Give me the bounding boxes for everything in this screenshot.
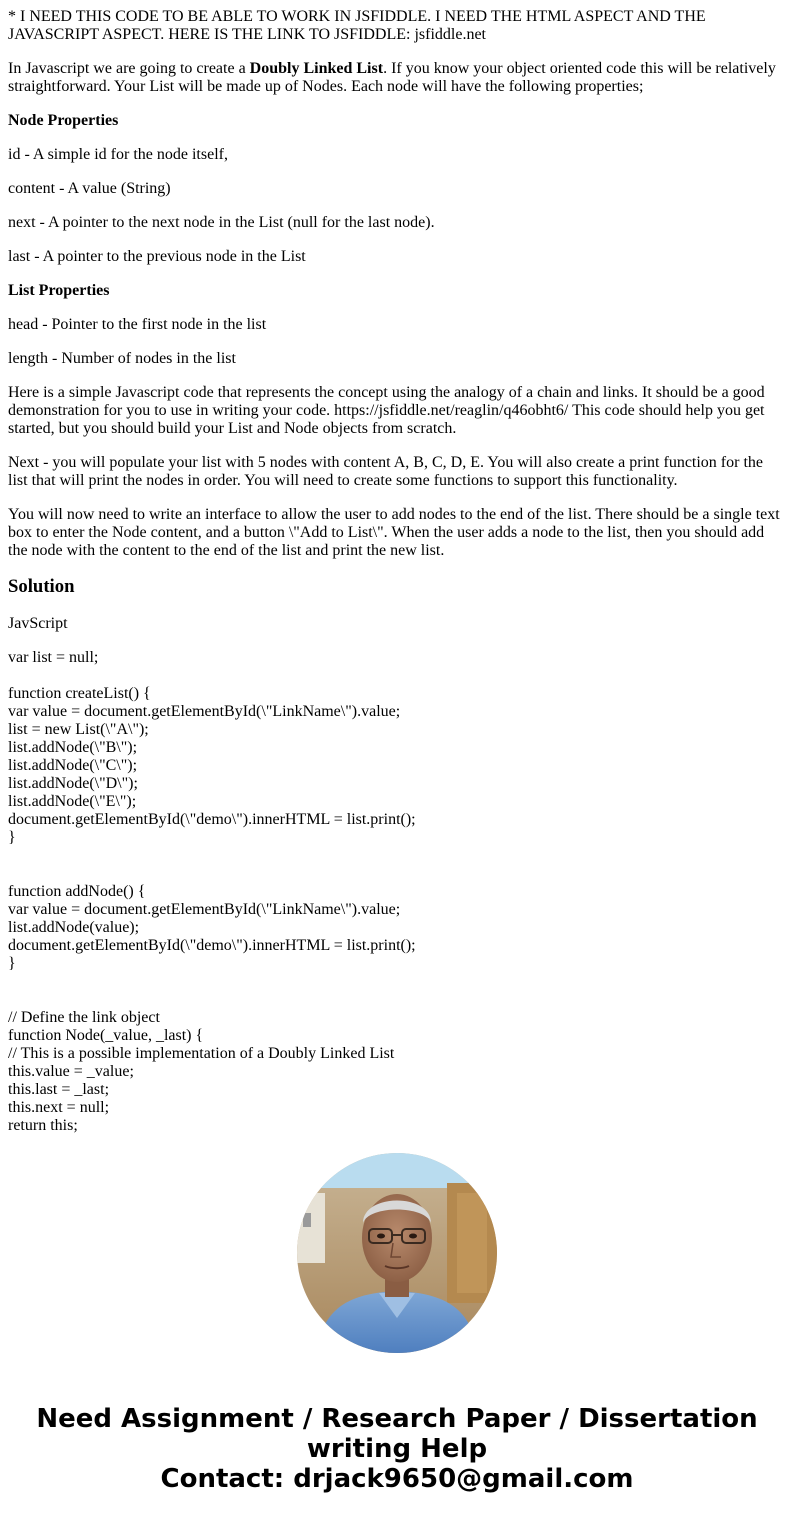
code-line: } bbox=[8, 829, 16, 846]
node-property-last: last - A pointer to the previous node in the List bbox=[8, 248, 306, 265]
list-property-length: length - Number of nodes in the list bbox=[8, 350, 236, 367]
interface-paragraph: You will now need to write an interface to allow the user to add nodes to the end of the list. There should be a single text box to enter the Node content, and a button \"Add to List\". When the user adds a node to the list, then you should add the node with the content to the end of the list and print the new list. bbox=[8, 506, 780, 559]
code-line: this.last = _last; bbox=[8, 1081, 110, 1098]
intro-paragraph: * I NEED THIS CODE TO BE ABLE TO WORK IN JSFIDDLE. I NEED THE HTML ASPECT AND THE JAVASCRIPT ASPECT. HERE IS THE LINK TO JSFIDDLE: jsfiddle.net bbox=[8, 8, 706, 43]
code-line: list.addNode(\"E\"); bbox=[8, 793, 137, 810]
reference-code-paragraph: Here is a simple Javascript code that represents the concept using the analogy of a chain and links. It should be a good demonstration for you to use in writing your code. https://jsfiddle.net/reaglin/q46obht6/ This code should help you get started, but you should build your List and Node objects from scratch. bbox=[8, 384, 765, 437]
code-line: // This is a possible implementation of a Doubly Linked List bbox=[8, 1045, 395, 1062]
solution-heading: Solution bbox=[8, 576, 75, 597]
code-line: list.addNode(value); bbox=[8, 919, 140, 936]
populate-list-paragraph: Next - you will populate your list with 5 nodes with content A, B, C, D, E. You will also create a print function for the list that will print the nodes in order. You will need to create some functions to support this functionality. bbox=[8, 454, 764, 489]
node-property-id: id - A simple id for the node itself, bbox=[8, 146, 228, 163]
code-line: document.getElementById(\"demo\").innerHTML = list.print(); bbox=[8, 937, 416, 954]
list-properties-heading: List Properties bbox=[8, 282, 110, 299]
code-line bbox=[8, 847, 786, 865]
code-line bbox=[8, 973, 786, 991]
code-line: list = new List(\"A\"); bbox=[8, 721, 149, 738]
node-properties-heading: Node Properties bbox=[8, 112, 119, 129]
code-line: // Define the link object bbox=[8, 1009, 160, 1026]
tutor-avatar bbox=[297, 1153, 497, 1353]
code-line: this.value = _value; bbox=[8, 1063, 134, 1080]
code-line: } bbox=[8, 955, 16, 972]
code-line: function Node(_value, _last) { bbox=[8, 1027, 204, 1044]
doubly-linked-list-term: Doubly Linked List bbox=[249, 60, 384, 77]
code-line: var list = null; bbox=[8, 649, 99, 666]
code-line: list.addNode(\"C\"); bbox=[8, 757, 138, 774]
help-banner-line-1: Need Assignment / Research Paper / Dissertation bbox=[36, 1404, 758, 1434]
node-property-content: content - A value (String) bbox=[8, 180, 171, 197]
document-body bbox=[8, 8, 786, 1164]
help-banner-line-2: writing Help bbox=[306, 1434, 488, 1464]
code-line: var value = document.getElementById(\"LinkName\").value; bbox=[8, 703, 401, 720]
node-property-next: next - A pointer to the next node in the List (null for the last node). bbox=[8, 214, 435, 231]
code-line: list.addNode(\"D\"); bbox=[8, 775, 138, 792]
tutor-portrait-image bbox=[297, 1153, 497, 1353]
code-line: list.addNode(\"B\"); bbox=[8, 739, 138, 756]
code-line bbox=[8, 991, 786, 1009]
contact-email: Contact: drjack9650@gmail.com bbox=[160, 1464, 634, 1494]
code-line: var value = document.getElementById(\"LinkName\").value; bbox=[8, 901, 401, 918]
description-paragraph bbox=[8, 60, 786, 96]
code-language-label: JavScript bbox=[8, 615, 68, 632]
code-line bbox=[8, 865, 786, 883]
description-text-end: . If you know your object oriented code this will be relatively straightforward. Your List will be made up of Nodes. Each node will have the following properties; bbox=[8, 60, 776, 95]
code-line: this.next = null; bbox=[8, 1099, 110, 1116]
code-line: document.getElementById(\"demo\").innerHTML = list.print(); bbox=[8, 811, 416, 828]
code-line bbox=[8, 667, 786, 685]
help-banner bbox=[0, 1404, 794, 1494]
solution-code-block bbox=[8, 649, 786, 1164]
code-line: return this; bbox=[8, 1117, 78, 1134]
code-line: function createList() { bbox=[8, 685, 151, 702]
code-line: function addNode() { bbox=[8, 883, 146, 900]
list-property-head: head - Pointer to the first node in the list bbox=[8, 316, 267, 333]
description-text-start: In Javascript we are going to create a bbox=[8, 60, 250, 77]
